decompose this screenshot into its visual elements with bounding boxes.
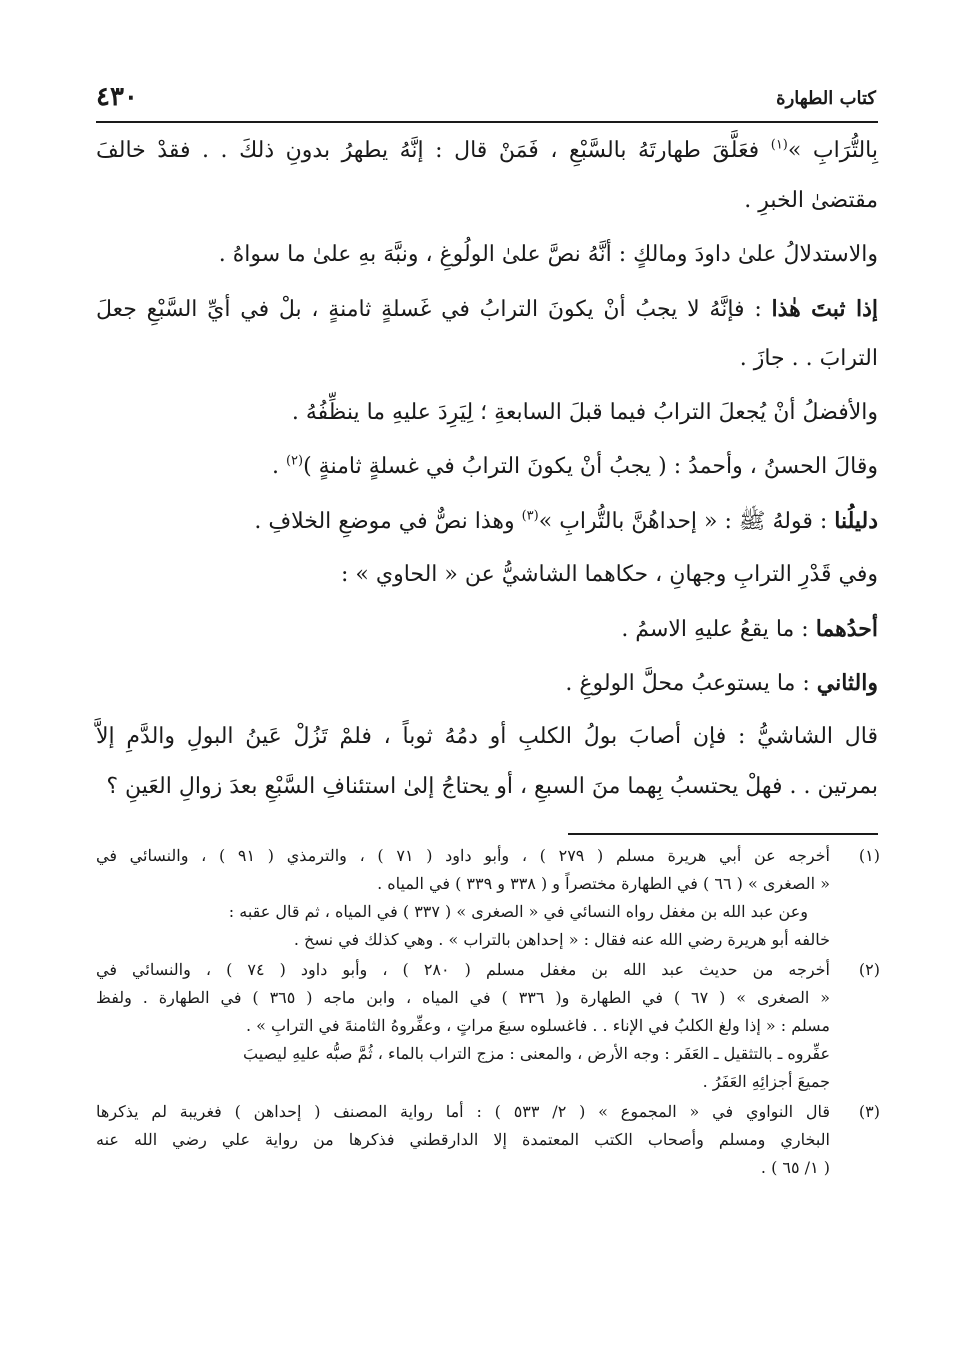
main-line: أحدُهما : ما يقعُ عليهِ الاسمُ . bbox=[621, 616, 878, 642]
section-lead: والثاني bbox=[816, 670, 878, 696]
footnote-line: « الصغرى » ( ٦٧ ) في الطهارة و( ٣٣٦ ) في المياه ، وابن ماجه ( ٣٦٥ ) في الطهارة . ولفظ bbox=[96, 988, 830, 1007]
page-number: ٤٣٠ bbox=[96, 82, 138, 112]
footnote-line: أخرجه من حديث عبد الله بن مغفل مسلم ( ٢٨٠ ) ، وأبو داود ( ٧٤ ) ، والنسائي في bbox=[96, 960, 830, 979]
main-text bbox=[96, 126, 878, 812]
footnotes bbox=[96, 842, 880, 1182]
footnote-number: (١) bbox=[858, 846, 880, 865]
footnote-line: مسلم : « إذا ولغ الكلبُ في الإناء . . فاغسلوه سبعَ مراتٍ ، وعفِّروهُ الثامنةَ في الترابِ » . bbox=[245, 1016, 830, 1035]
footnote-ref: (٢) bbox=[285, 453, 304, 469]
footnote-ref: (١) bbox=[770, 137, 788, 153]
footnote bbox=[96, 842, 880, 954]
footnote-line: وعن عبد الله بن مغفل رواه النسائي في « الصغرى » ( ٣٣٧ ) في المياه ، ثم قال عقبه : bbox=[228, 902, 808, 921]
section-lead: أحدُهما bbox=[815, 616, 878, 642]
footnote-line: البخاري ومسلم وأصحاب الكتب المعتمدة إلا الدارقطني فذكرها من رواية علي رضي الله عنه bbox=[96, 1130, 830, 1149]
main-line: وقالَ الحسنُ ، وأحمدُ : ( يجبُ أنْ يكونَ الترابُ في غسلةٍ ثامنةٍ )$^{(٢)}$ . bbox=[271, 453, 878, 479]
footnote bbox=[96, 956, 880, 1096]
footnote bbox=[96, 1098, 880, 1182]
main-line: وفي قَدْرِ الترابِ وجهانِ ، حكاهما الشاشيُّ عن « الحاوي » : bbox=[341, 562, 878, 587]
main-line: والثاني : ما يستوعبُ محلَّ الولوغِ . bbox=[565, 670, 878, 696]
section-lead: إذا ثبتَ هٰذا bbox=[771, 296, 878, 322]
footnote-line: « الصغرى » ( ٦٦ ) في الطهارة مختصراً و ( ٣٣٨ و ٣٣٩ ) في المياه . bbox=[377, 874, 830, 893]
main-line: والأفضلُ أنْ يُجعلَ الترابُ فيما قبلَ السابعةِ ؛ لِيَرِدَ عليهِ ما ينظِّفُهُ . bbox=[291, 400, 878, 425]
footnote-number: (٢) bbox=[858, 960, 880, 979]
footnote-line: قال النواوي في « المجموع » ( ٢/ ٥٣٣ ) : أما رواية المصنف ( إحداهن ) فغريبة لم يذكرها bbox=[96, 1102, 831, 1121]
section-lead: دليلُنا bbox=[834, 508, 878, 534]
main-line: قال الشاشيُّ : فإن أصابَ بولُ الكلبِ أو دمُهُ ثوباً ، فلمْ تَزُلْ عَينُ البولِ والدَّمِ إلاَّ bbox=[96, 724, 878, 749]
main-line: مقتضىٰ الخبرِ . bbox=[744, 188, 878, 213]
main-line: الترابَ . . جازَ . bbox=[739, 346, 878, 371]
main-line: والاستدلالُ علىٰ داودَ ومالكٍ : أنَّهُ نصَّ علىٰ الولُوغِ ، ونبَّهَ بهِ علىٰ ما سواهُ . bbox=[218, 242, 878, 267]
footnote-ref: (٣) bbox=[521, 508, 539, 524]
footnote-line: جميعَ أجزائِهِ العَفَرُ . bbox=[702, 1072, 830, 1091]
footnote-line: خالفه أبو هريرة رضي الله عنه فقال : « إحداهن بالتراب » . وهي كذلك في نسخ . bbox=[293, 930, 830, 949]
main-line: بِالتُّرَابِ »$^{(١)}$ فعَلَّقَ طهارتَهُ بالسَّبْعِ ، فَمَنْ قال : إنَّهُ يطهرُ بدونِ ذلكَ . . فقدْ خالفَ bbox=[96, 137, 878, 163]
footnote-rule bbox=[568, 833, 878, 835]
main-line: إذا ثبتَ هٰذا : فإنَّهُ لا يجبُ أنْ يكونَ الترابُ في غَسلةٍ ثامنةٍ ، بلْ في أيِّ السَّبْعِ جعلَ bbox=[96, 296, 878, 322]
footnote-number: (٣) bbox=[858, 1102, 880, 1121]
main-line: بمرتين . . فهلْ يحتسبُ بِهما منَ السبعِ ، أو يحتاجُ إلىٰ استئنافِ السَّبْعِ بعدَ زوالِ العَينِ ؟ bbox=[106, 774, 878, 799]
book-title: كتاب الطهارة bbox=[776, 88, 876, 109]
running-header bbox=[96, 82, 876, 118]
header-rule bbox=[96, 121, 878, 123]
footnote-line: أخرجه عن أبي هريرة مسلم ( ٢٧٩ ) ، وأبو داود ( ٧١ ) ، والترمذي ( ٩١ ) ، والنسائي في bbox=[96, 846, 831, 865]
footnote-line: عفِّروه ـ بالتثقيل ـ العَفَر : وجه الأرض ، والمعنى : مزج التراب بالماء ، ثُمَّ صبُّه عليهِ ليصيبَ bbox=[242, 1044, 830, 1063]
footnote-line: ( ١/ ٦٥ ) . bbox=[760, 1158, 830, 1177]
main-line: دليلُنا : قولهُ ﷺ : « إحداهُنَّ بالتُّرابِ »$^{(٣)}$ وهذا نصٌّ في موضعِ الخلافِ . bbox=[254, 508, 878, 534]
